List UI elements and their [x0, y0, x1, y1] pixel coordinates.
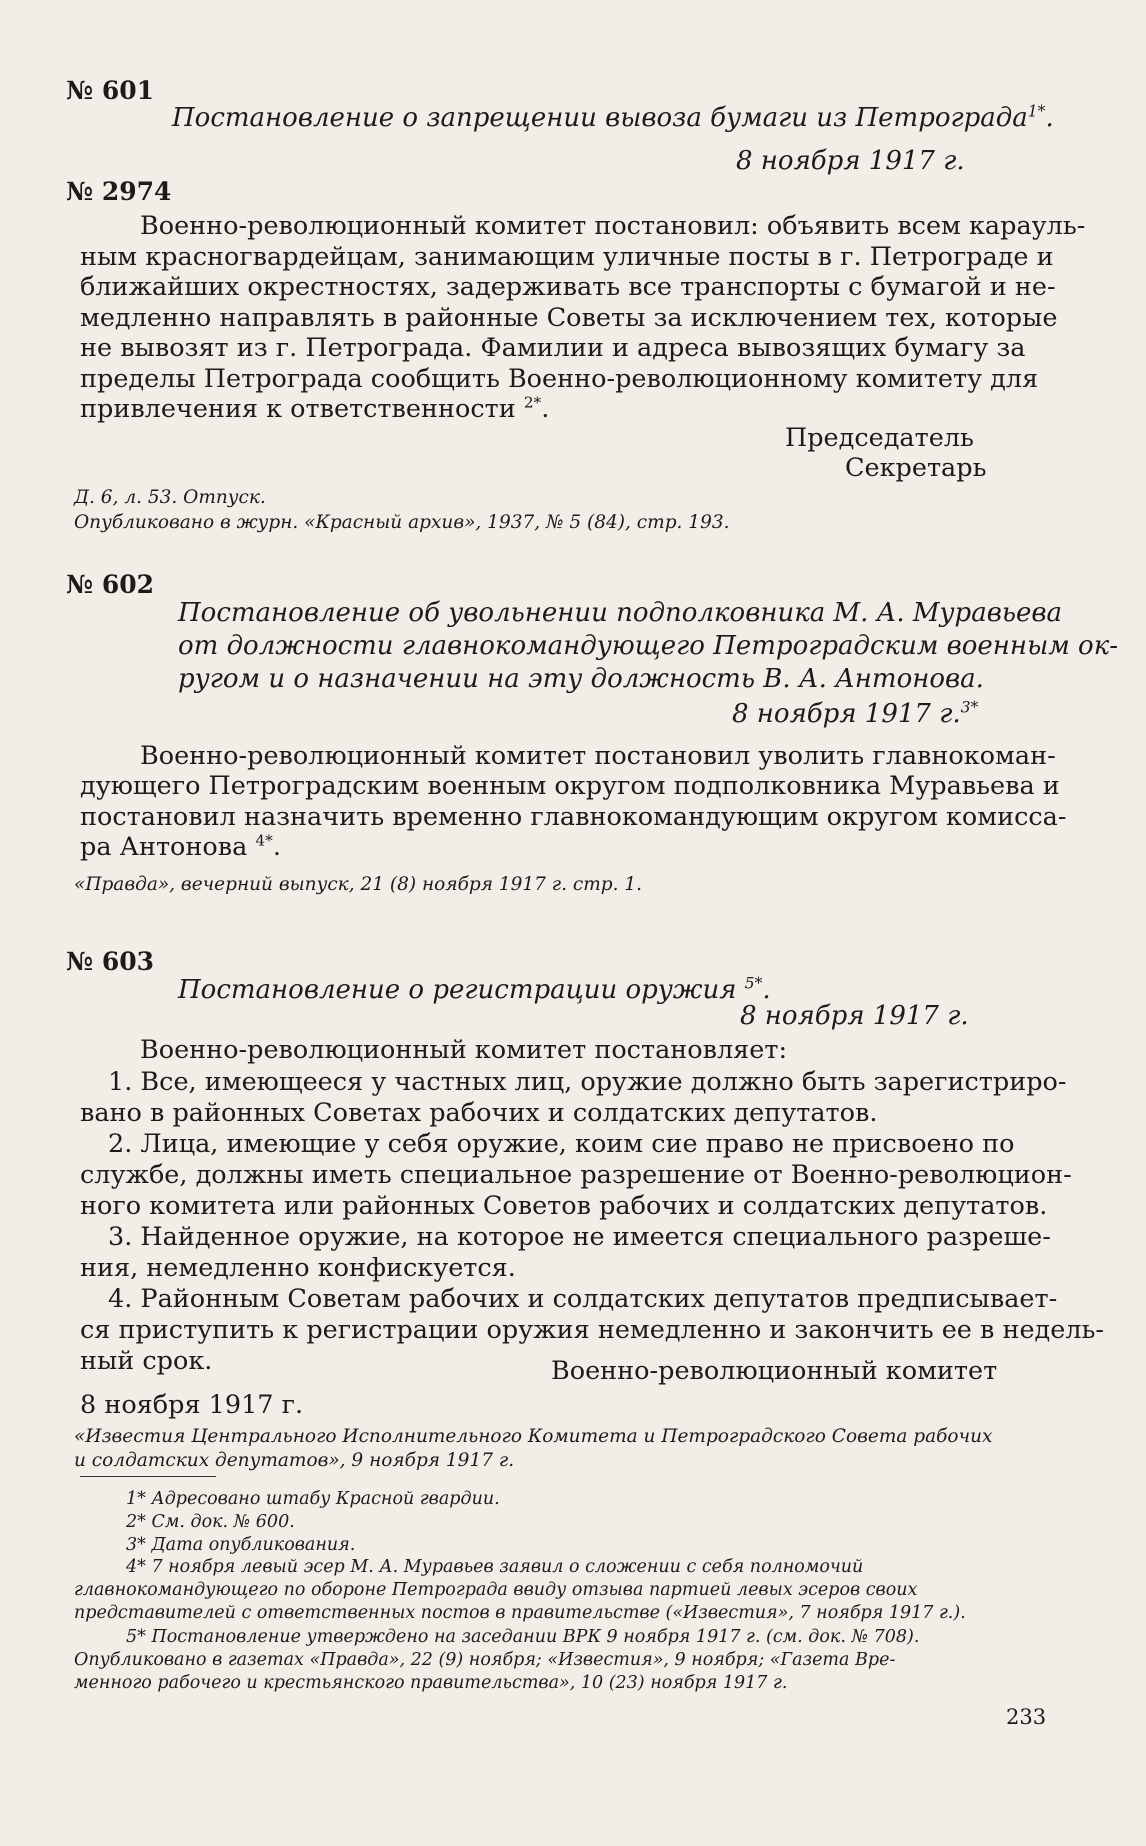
- doc-602-title-line: от должности главнокомандующего Петроградским военным ок-: [178, 631, 1119, 661]
- doc-603-title-note: 5*: [744, 974, 763, 993]
- doc-601-body-line: ближайших окрестностях, задерживать все транспорты с бумагой и не-: [80, 272, 1056, 302]
- footnote-separator: [80, 1476, 216, 1477]
- doc-603-body-line: 4. Районным Советам рабочих и солдатских депутатов предписывает-: [108, 1284, 1058, 1314]
- doc-601-body-line: медленно направлять в районные Советы за исключением тех, которые: [80, 303, 1058, 333]
- doc-601-source-archive: Д. 6, л. 53. Отпуск.: [74, 487, 266, 508]
- footnote: 4* 7 ноября левый эсер М. А. Муравьев заявил о сложении с себя полномочий: [126, 1557, 864, 1577]
- doc-603-title-end: .: [762, 975, 771, 1005]
- doc-601-title-text: Постановление о запрещении вывоза бумаги из Петрограда: [172, 103, 1028, 133]
- page-number: 233: [1006, 1705, 1047, 1729]
- doc-601-body-last-text: привлечения к ответственности: [80, 394, 516, 424]
- footnote-continuation: представителей с ответственных постов в правительстве («Известия», 7 ноября 1917 г.).: [74, 1603, 966, 1623]
- doc-601-body-last-end: .: [541, 394, 550, 424]
- doc-603-body-line: ния, немедленно конфискуется.: [80, 1253, 516, 1283]
- footnote: 1* Адресовано штабу Красной гвардии.: [126, 1489, 500, 1509]
- doc-603-body-line: службе, должны иметь специальное разрешение от Военно-революцион-: [80, 1160, 1072, 1190]
- doc-602-body-line: постановил назначить временно главнокомандующим округом комисса-: [80, 802, 1067, 832]
- doc-603-number: № 603: [66, 947, 155, 976]
- doc-602-body-line: Военно-революционный комитет постановил уволить главнокоман-: [140, 741, 1056, 771]
- doc-601-title-end: .: [1045, 103, 1054, 133]
- doc-602-date: [732, 699, 978, 729]
- doc-602-title-line: ругом и о назначении на эту должность В. А. Антонова.: [178, 664, 984, 694]
- doc-601-body-line: не вывозят из г. Петрограда. Фамилии и адреса вывозящих бумагу за: [80, 333, 1026, 363]
- doc-602-body-last-text: ра Антонова: [80, 832, 248, 862]
- doc-601-source-published: Опубликовано в журн. «Красный архив», 1937, № 5 (84), стр. 193.: [74, 512, 730, 533]
- doc-602-date-note: 3*: [960, 698, 979, 717]
- doc-603-body-line: ного комитета или районных Советов рабочих и солдатских депутатов.: [80, 1191, 1048, 1221]
- doc-601-sign-chairman: Председатель: [785, 423, 974, 453]
- doc-603-body-line: 2. Лица, имеющие у себя оружие, коим сие право не присвоено по: [108, 1129, 1015, 1159]
- doc-603-body-line: 1. Все, имеющееся у частных лиц, оружие должно быть зарегистриро-: [108, 1067, 1067, 1097]
- doc-602-date-text: 8 ноября 1917 г.: [732, 699, 961, 729]
- doc-602-source: «Правда», вечерний выпуск, 21 (8) ноября 1917 г. стр. 1.: [74, 874, 643, 895]
- doc-602-body-line: дующего Петроградским военным округом подполковника Муравьева и: [80, 771, 1060, 801]
- footnote: 2* См. док. № 600.: [126, 1512, 295, 1532]
- doc-602-body-last-end: .: [272, 832, 281, 862]
- doc-602-number: № 602: [66, 570, 155, 599]
- doc-603-source-line: и солдатских депутатов», 9 ноября 1917 г.: [74, 1450, 515, 1471]
- doc-601-title: [172, 102, 1054, 135]
- doc-603-sign-date: 8 ноября 1917 г.: [80, 1390, 304, 1420]
- doc-603-body-line: 3. Найденное оружие, на которое не имеется специального разреше-: [108, 1222, 1051, 1252]
- doc-603-title: [178, 974, 771, 1007]
- doc-601-sign-secretary: Секретарь: [845, 453, 987, 483]
- doc-601-body-line: пределы Петрограда сообщить Военно-революционному комитету для: [80, 364, 1039, 394]
- doc-603-body-line: Военно-революционный комитет постановляет:: [140, 1035, 788, 1065]
- doc-601-body-last-note: 2*: [523, 393, 542, 412]
- doc-603-source-line: «Известия Центрального Исполнительного Комитета и Петроградского Совета рабочих: [74, 1426, 993, 1447]
- doc-603-date: 8 ноября 1917 г.: [740, 1001, 969, 1031]
- doc-603-body-line: ный срок.: [80, 1346, 213, 1376]
- doc-603-title-text: Постановление о регистрации оружия: [178, 975, 737, 1005]
- footnote: 5* Постановление утверждено на заседании ВРК 9 ноября 1917 г. (см. док. № 708).: [126, 1627, 920, 1647]
- doc-601-number: № 601: [66, 76, 155, 105]
- footnote-continuation: главнокомандующего по обороне Петрограда ввиду отзыва партией левых эсеров своих: [74, 1580, 918, 1600]
- doc-601-date: 8 ноября 1917 г.: [736, 146, 965, 176]
- doc-601-sub-number: № 2974: [66, 177, 172, 206]
- doc-602-title-line: Постановление об увольнении подполковника М. А. Муравьева: [178, 598, 1063, 628]
- doc-601-body-line: ным красногвардейцам, занимающим уличные посты в г. Петрограде и: [80, 242, 1054, 272]
- doc-601-body-line-last: [80, 394, 549, 425]
- footnote: 3* Дата опубликования.: [126, 1535, 356, 1555]
- doc-602-body-line-last: [80, 832, 281, 863]
- doc-601-body-line: Военно-революционный комитет постановил: объявить всем карауль-: [140, 211, 1086, 241]
- doc-603-body-line: ся приступить к регистрации оружия немедленно и закончить ее в недель-: [80, 1315, 1105, 1345]
- doc-602-body-last-note: 4*: [255, 831, 273, 850]
- footnote-continuation: менного рабочего и крестьянского правительства», 10 (23) ноября 1917 г.: [74, 1673, 788, 1693]
- doc-601-title-note: 1*: [1027, 102, 1046, 121]
- doc-603-signature: Военно-революционный комитет: [551, 1356, 998, 1386]
- footnote-continuation: Опубликовано в газетах «Правда», 22 (9) ноября; «Известия», 9 ноября; «Газета Вре-: [74, 1650, 896, 1670]
- doc-603-body-line: вано в районных Советах рабочих и солдатских депутатов.: [80, 1098, 878, 1128]
